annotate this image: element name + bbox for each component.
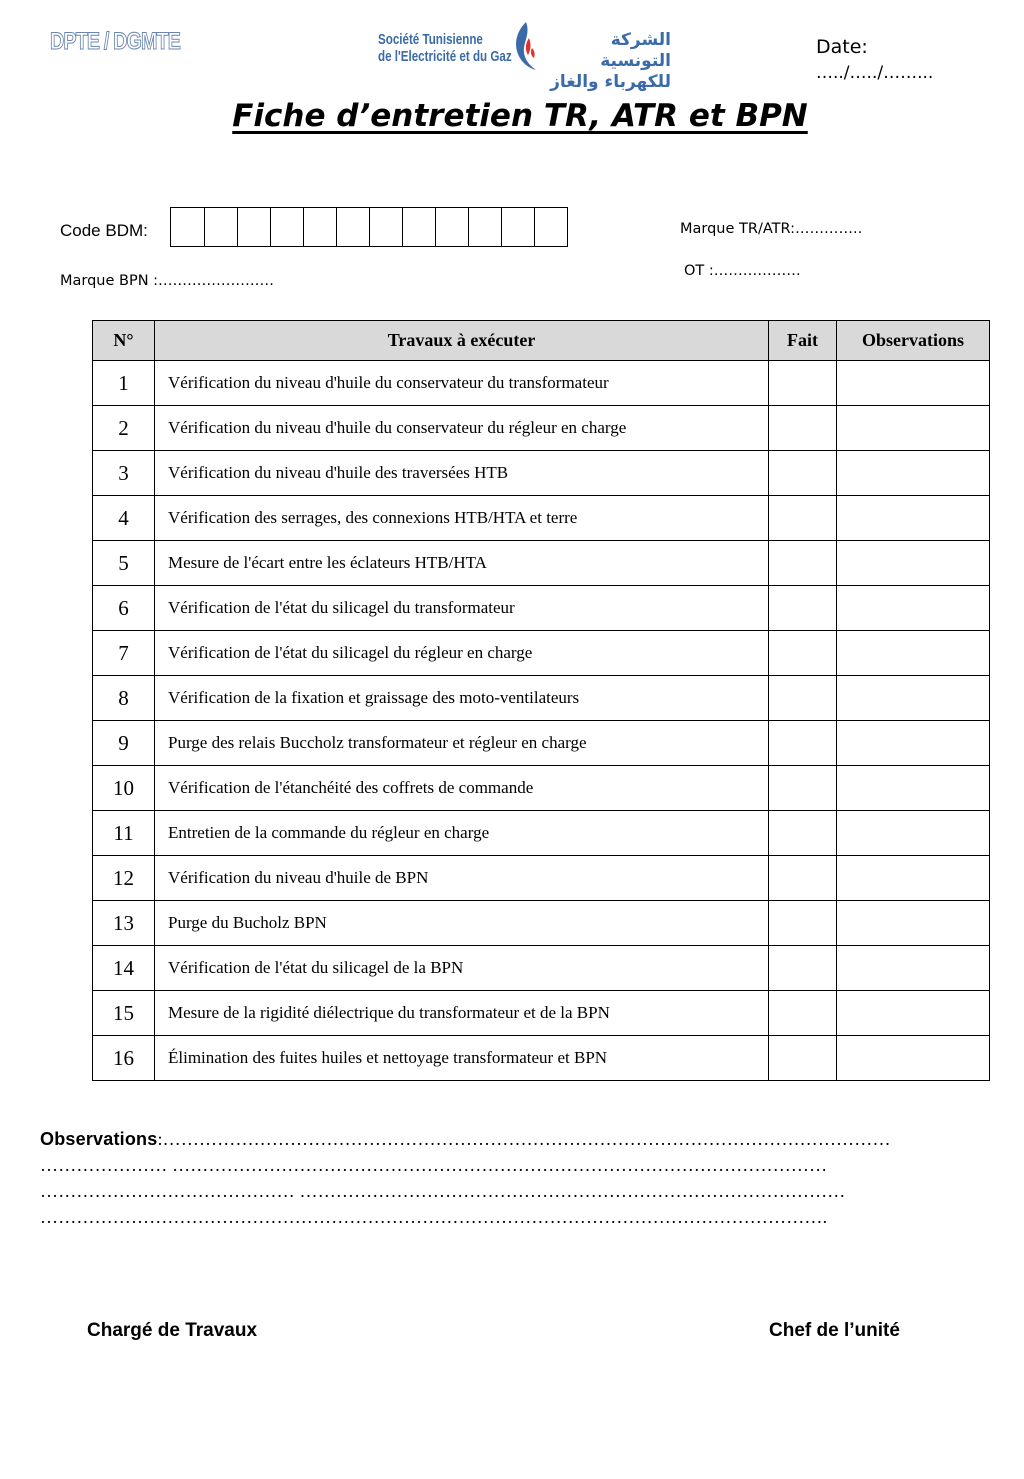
done-cell[interactable]: [769, 1036, 837, 1081]
logo-fr-line2: de l'Electricité et du Gaz: [378, 49, 512, 65]
row-task: Vérification des serrages, des connexions HTB/HTA et terre: [155, 496, 769, 541]
code-bdm-box[interactable]: [435, 208, 468, 246]
table-row: [93, 451, 990, 496]
done-cell[interactable]: [769, 811, 837, 856]
marque-bpn-field[interactable]: Marque BPN :……………………: [60, 273, 275, 289]
logo-ar-line2: للكهرباء والغاز: [550, 72, 671, 92]
table-row: [93, 856, 990, 901]
header-done: Fait: [769, 321, 837, 361]
code-bdm-box[interactable]: [468, 208, 501, 246]
table-row: [93, 676, 990, 721]
done-cell[interactable]: [769, 946, 837, 991]
row-task: Vérification de l'état du silicagel du transformateur: [155, 586, 769, 631]
code-bdm-box[interactable]: [402, 208, 435, 246]
code-bdm-box[interactable]: [369, 208, 402, 246]
row-task: Élimination des fuites huiles et nettoyage transformateur et BPN: [155, 1036, 769, 1081]
code-bdm-box[interactable]: [270, 208, 303, 246]
logo-text-ar: [546, 30, 671, 93]
row-number: 13: [93, 901, 155, 946]
code-bdm-box[interactable]: [237, 208, 270, 246]
code-bdm-box[interactable]: [336, 208, 369, 246]
row-number: 3: [93, 451, 155, 496]
observations-section[interactable]: [40, 1126, 970, 1230]
row-number: 7: [93, 631, 155, 676]
row-task: Vérification du niveau d'huile du conservateur du régleur en charge: [155, 406, 769, 451]
date-field[interactable]: …../…../……...: [816, 63, 934, 83]
row-number: 5: [93, 541, 155, 586]
table-row: [93, 541, 990, 586]
code-bdm-field[interactable]: [170, 207, 568, 247]
done-cell[interactable]: [769, 541, 837, 586]
observation-cell[interactable]: [837, 541, 990, 586]
row-task: Vérification de l'étanchéité des coffrets de commande: [155, 766, 769, 811]
row-task: Purge du Bucholz BPN: [155, 901, 769, 946]
observation-cell[interactable]: [837, 766, 990, 811]
done-cell[interactable]: [769, 766, 837, 811]
row-task: Vérification du niveau d'huile de BPN: [155, 856, 769, 901]
done-cell[interactable]: [769, 451, 837, 496]
table-row: [93, 1036, 990, 1081]
row-task: Entretien de la commande du régleur en charge: [155, 811, 769, 856]
done-cell[interactable]: [769, 856, 837, 901]
observation-cell[interactable]: [837, 676, 990, 721]
done-cell[interactable]: [769, 361, 837, 406]
header-number: N°: [93, 321, 155, 361]
table-row: [93, 991, 990, 1036]
done-cell[interactable]: [769, 586, 837, 631]
row-task: Vérification du niveau d'huile du conservateur du transformateur: [155, 361, 769, 406]
code-bdm-box[interactable]: [204, 208, 237, 246]
table-row: [93, 361, 990, 406]
code-bdm-box[interactable]: [501, 208, 534, 246]
observation-cell[interactable]: [837, 856, 990, 901]
table-row: [93, 406, 990, 451]
observation-cell[interactable]: [837, 811, 990, 856]
done-cell[interactable]: [769, 721, 837, 766]
observation-cell[interactable]: [837, 901, 990, 946]
done-cell[interactable]: [769, 676, 837, 721]
row-task: Mesure de la rigidité diélectrique du transformateur et de la BPN: [155, 991, 769, 1036]
logo-ar-line1: الشركة التونسية: [600, 30, 671, 71]
observations-line[interactable]: ………………… ………………………………………………………………………………………………: [40, 1155, 828, 1175]
header-observations: Observations: [837, 321, 990, 361]
observation-cell[interactable]: [837, 451, 990, 496]
table-row: [93, 946, 990, 991]
observation-cell[interactable]: [837, 361, 990, 406]
done-cell[interactable]: [769, 631, 837, 676]
observations-line[interactable]: …………………………………… ………………………………………………………………………………: [40, 1181, 846, 1201]
table-row: [93, 496, 990, 541]
department-label: DPTE / DGMTE: [50, 28, 181, 55]
signature-charge-travaux: Chargé de Travaux: [87, 1320, 258, 1341]
table-row: [93, 766, 990, 811]
observations-label: Observations: [40, 1129, 158, 1149]
flame-icon: [510, 18, 540, 74]
observations-dots: :…………………………………………………………………………………………………………: [157, 1129, 891, 1149]
row-number: 11: [93, 811, 155, 856]
row-task: Mesure de l'écart entre les éclateurs HTB/HTA: [155, 541, 769, 586]
observation-cell[interactable]: [837, 946, 990, 991]
observation-cell[interactable]: [837, 586, 990, 631]
row-number: 16: [93, 1036, 155, 1081]
row-number: 8: [93, 676, 155, 721]
done-cell[interactable]: [769, 496, 837, 541]
observation-cell[interactable]: [837, 631, 990, 676]
row-task: Purge des relais Buccholz transformateur et régleur en charge: [155, 721, 769, 766]
observation-cell[interactable]: [837, 406, 990, 451]
row-number: 14: [93, 946, 155, 991]
observations-line[interactable]: ………………………………………………………………………………………………………………….: [40, 1207, 828, 1227]
row-number: 2: [93, 406, 155, 451]
observations-line[interactable]: [40, 1126, 970, 1152]
ot-field[interactable]: OT :………………: [684, 263, 801, 279]
table-row: [93, 811, 990, 856]
row-task: Vérification de la fixation et graissage des moto-ventilateurs: [155, 676, 769, 721]
page-title: Fiche d’entretien TR, ATR et BPN: [232, 98, 808, 134]
observation-cell[interactable]: [837, 496, 990, 541]
code-bdm-label: Code BDM:: [60, 221, 148, 240]
observation-cell[interactable]: [837, 1036, 990, 1081]
table-row: [93, 586, 990, 631]
done-cell[interactable]: [769, 991, 837, 1036]
marque-tr-field[interactable]: Marque TR/ATR:…………..: [680, 221, 863, 237]
code-bdm-box[interactable]: [171, 208, 204, 246]
row-number: 15: [93, 991, 155, 1036]
row-number: 12: [93, 856, 155, 901]
done-cell[interactable]: [769, 901, 837, 946]
row-number: 4: [93, 496, 155, 541]
steg-logo: [378, 16, 678, 92]
observation-cell[interactable]: [837, 721, 990, 766]
header-task: Travaux à exécuter: [155, 321, 769, 361]
date-label: Date:: [816, 36, 868, 58]
row-number: 6: [93, 586, 155, 631]
code-bdm-box[interactable]: [303, 208, 336, 246]
row-task: Vérification de l'état du silicagel du régleur en charge: [155, 631, 769, 676]
row-task: Vérification du niveau d'huile des traversées HTB: [155, 451, 769, 496]
logo-text-fr: [378, 32, 512, 66]
row-number: 9: [93, 721, 155, 766]
row-task: Vérification de l'état du silicagel de la BPN: [155, 946, 769, 991]
observation-cell[interactable]: [837, 991, 990, 1036]
table-header-row: [93, 321, 990, 361]
row-number: 1: [93, 361, 155, 406]
table-row: [93, 631, 990, 676]
table-row: [93, 901, 990, 946]
logo-fr-line1: Société Tunisienne: [378, 32, 483, 48]
done-cell[interactable]: [769, 406, 837, 451]
signature-chef-unite: Chef de l’unité: [769, 1320, 900, 1341]
code-bdm-box[interactable]: [534, 208, 567, 246]
maintenance-table: [92, 320, 990, 1081]
row-number: 10: [93, 766, 155, 811]
table-row: [93, 721, 990, 766]
